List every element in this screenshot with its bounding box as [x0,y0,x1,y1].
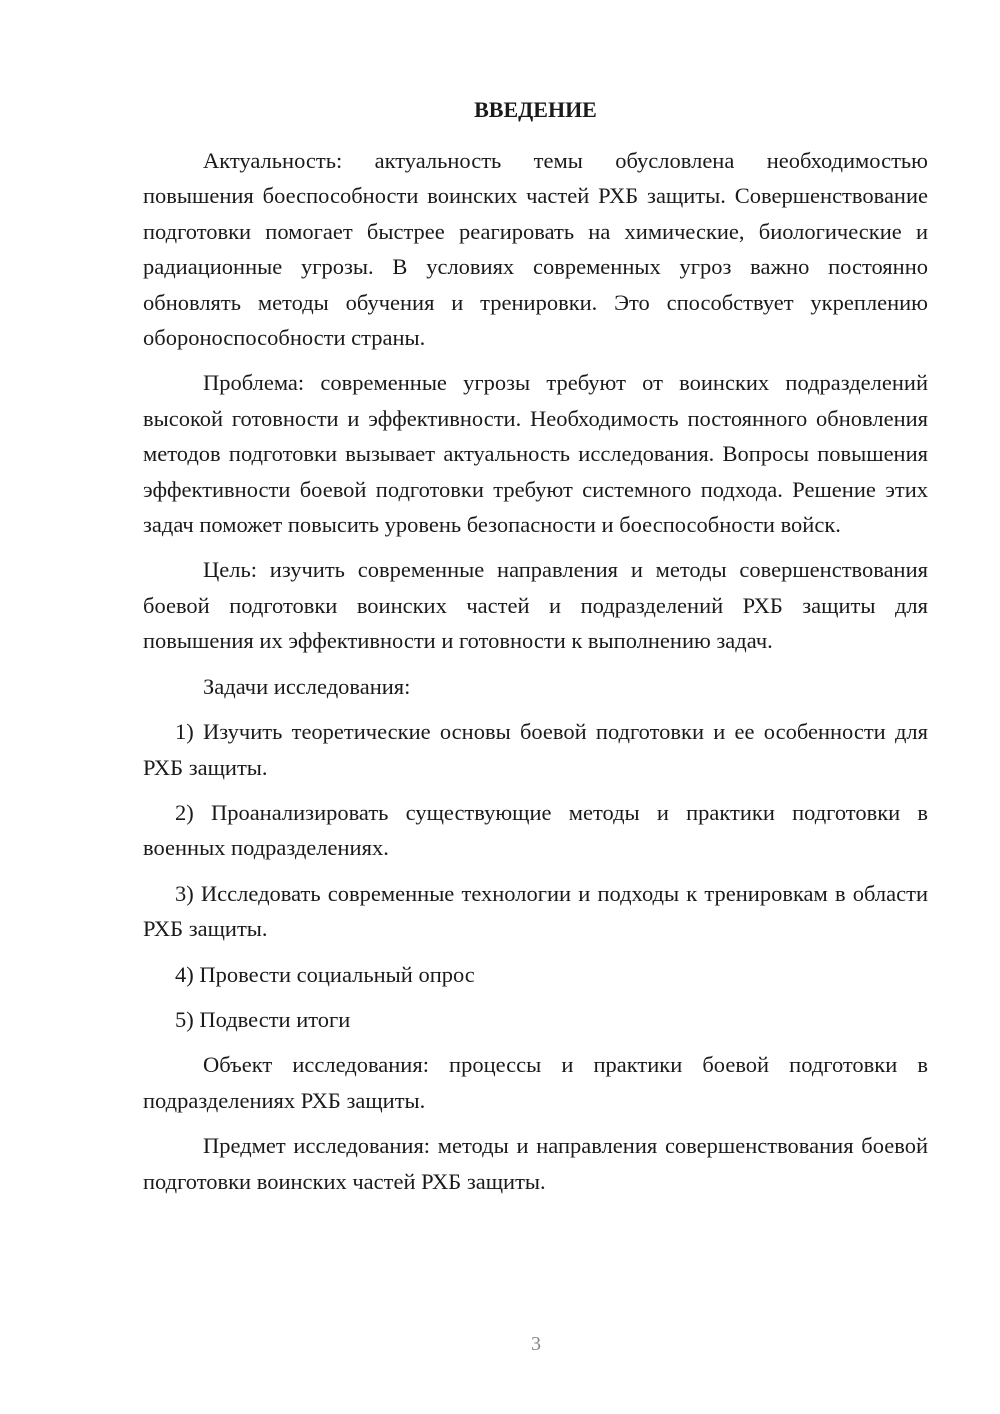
task-item: 4) Провести социальный опрос [175,961,475,987]
section-title: ВВЕДЕНИЕ [474,97,597,122]
page-number: 3 [531,1333,541,1355]
task-item: 3) Исследовать современные технологии и подходы к тренировкам в области РХБ защиты. [143,880,928,942]
task-item: 2) Проанализировать существующие методы и практики подготовки в военных подразделениях. [143,799,928,861]
page-content [143,95,928,1209]
problem-paragraph: Проблема: современные угрозы требуют от воинских подразделений высокой готовности и эффективности. Необходимость постоянного обновления методов подготовки вызывает актуальность исследования. Вопросы повышения эффективности боевой подготовки требуют системного подхода. Решение этих задач поможет повысить уровень безопасности и боеспособности войск. [143,370,928,538]
subject-paragraph: Предмет исследования: методы и направления совершенствования боевой подготовки воинских частей РХБ защиты. [143,1133,928,1194]
task-item: 5) Подвести итоги [175,1006,351,1032]
tasks-heading: Задачи исследования: [203,673,411,699]
relevance-paragraph: Актуальность: актуальность темы обусловлена необходимостью повышения боеспособности воинских частей РХБ защиты. Совершенствование подготовки помогает быстрее реагировать на химические, биологические и радиационные угрозы. В условиях современных угроз важно постоянно обновлять методы обучения и тренировки. Это способствует укреплению обороноспособности страны. [143,148,928,351]
object-paragraph: Объект исследования: процессы и практики боевой подготовки в подразделениях РХБ защиты. [143,1052,928,1113]
task-item: 1) Изучить теоретические основы боевой подготовки и ее особенности для РХБ защиты. [143,719,928,780]
goal-paragraph: Цель: изучить современные направления и методы совершенствования боевой подготовки воинских частей и подразделений РХБ защиты для повышения их эффективности и готовности к выполнению задач. [143,557,928,654]
